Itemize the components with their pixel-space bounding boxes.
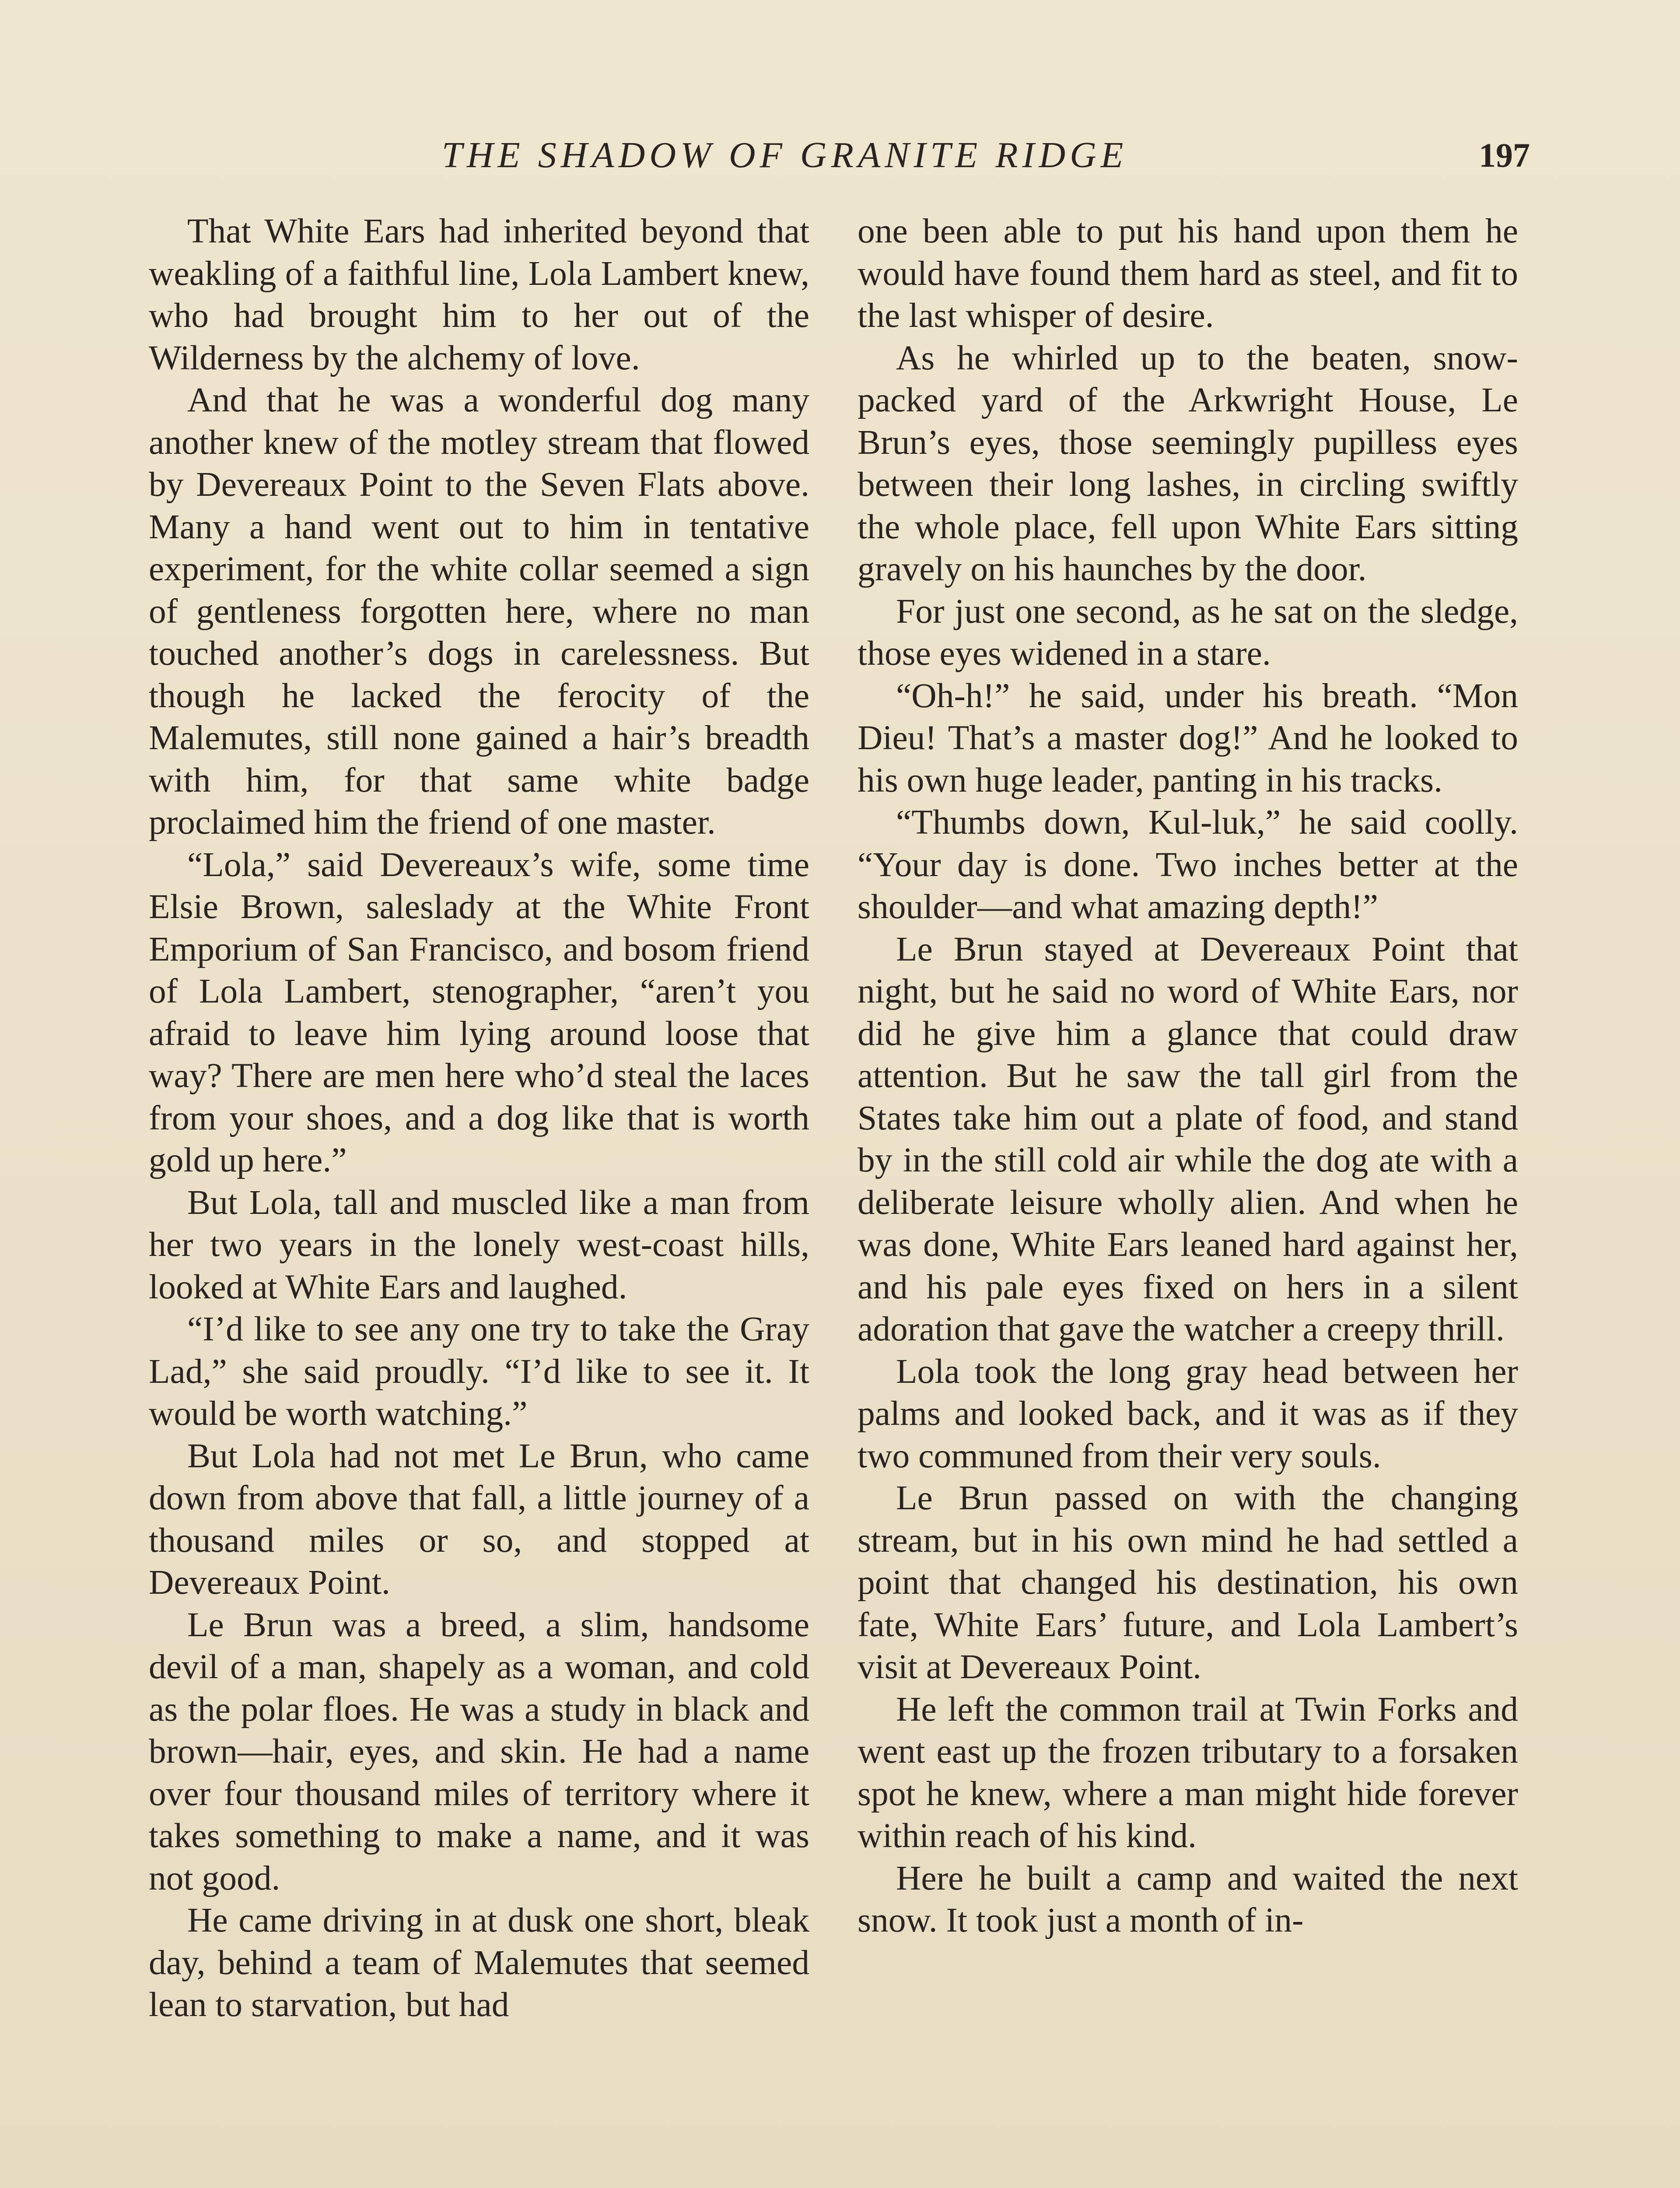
paragraph: Here he built a camp and waited the next snow. It took just a month of in- [858,1858,1518,1939]
paragraph: Le Brun stayed at Devereaux Point that night, but he said no word of White Ears, nor did he give him a glance that could draw attention. But he saw the tall girl from the States take him out a plate of food, and stand by in the still cold air while the dog ate with a deliberate leisure wholly alien. And when he was done, White Ears leaned hard against her, and his pale eyes fixed on hers in a silent adoration that gave the watcher a creepy thrill. [858,929,1518,1348]
continued-paragraph: one been able to put his hand upon them he would have found them hard as steel, and fit to the last whisper of desire. [858,212,1518,335]
page-number: 197 [1479,136,1530,174]
paragraph: “Thumbs down, Kul-luk,” he said coolly. “Your day is done. Two inches better at the shoulder—and what amazing depth!” [858,803,1518,926]
paragraph: And that he was a wonderful dog many another knew of the motley stream that flowed by Devereaux Point to the Seven Flats above. Many a hand went out to him in tentative experiment, for the white collar seemed a sign of gentleness forgotten here, where no man touched another’s dogs in carelessness. But though he lacked the ferocity of the Malemutes, still none gained a hair’s breadth with him, for that same white badge proclaimed him the friend of one master. [149,381,809,842]
paragraph: “Lola,” said Devereaux’s wife, some time Elsie Brown, saleslady at the White Front Emporium of San Francisco, and bosom friend of Lola Lambert, stenographer, “aren’t you afraid to leave him lying around loose that way? There are men here who’d steal the laces from your shoes, and a dog like that is worth gold up here.” [149,845,809,1179]
running-title: THE SHADOW OF GRANITE RIDGE [442,135,1128,175]
right-column [858,210,1518,1942]
paragraph: But Lola had not met Le Brun, who came down from above that fall, a little journey of a thousand miles or so, and stopped at Devereaux Point. [149,1436,809,1602]
paragraph: He came driving in at dusk one short, bleak day, behind a team of Malemutes that seemed lean to starvation, but had [149,1901,809,2024]
paragraph: “I’d like to see any one try to take the Gray Lad,” she said proudly. “I’d like to see it. It would be worth watching.” [149,1310,809,1433]
paragraph: As he whirled up to the beaten, snow-packed yard of the Arkwright House, Le Brun’s eyes, those seemingly pupilless eyes between their long lashes, in circling swiftly the whole place, fell upon White Ears sitting gravely on his haunches by the door. [858,338,1518,588]
paragraph: Le Brun was a breed, a slim, handsome devil of a man, shapely as a woman, and cold as the polar floes. He was a study in black and brown—hair, eyes, and skin. He had a name over four thousand miles of territory where it takes something to make a name, and it was not good. [149,1605,809,1897]
paragraph: For just one second, as he sat on the sledge, those eyes widened in a stare. [858,592,1518,673]
paragraph: Le Brun passed on with the changing stream, but in his own mind he had settled a point that changed his destination, his own fate, White Ears’ future, and Lola Lambert’s visit at Devereaux Point. [858,1479,1518,1686]
page-header [0,127,1680,184]
paragraph: That White Ears had inherited beyond that weakling of a faithful line, Lola Lambert knew, who had brought him to her out of the Wilderness by the alchemy of love. [149,212,809,377]
paragraph: But Lola, tall and muscled like a man from her two years in the lonely west-coast hills, looked at White Ears and laughed. [149,1183,809,1306]
paragraph: He left the common trail at Twin Forks and went east up the frozen tributary to a forsaken spot he knew, where a man might hide forever within reach of his kind. [858,1690,1518,1855]
paragraph: “Oh-h!” he said, under his breath. “Mon Dieu! That’s a master dog!” And he looked to his own huge leader, panting in his tracks. [858,676,1518,799]
paragraph: Lola took the long gray head between her palms and looked back, and it was as if they two communed from their very souls. [858,1352,1518,1475]
left-column [149,210,809,2026]
